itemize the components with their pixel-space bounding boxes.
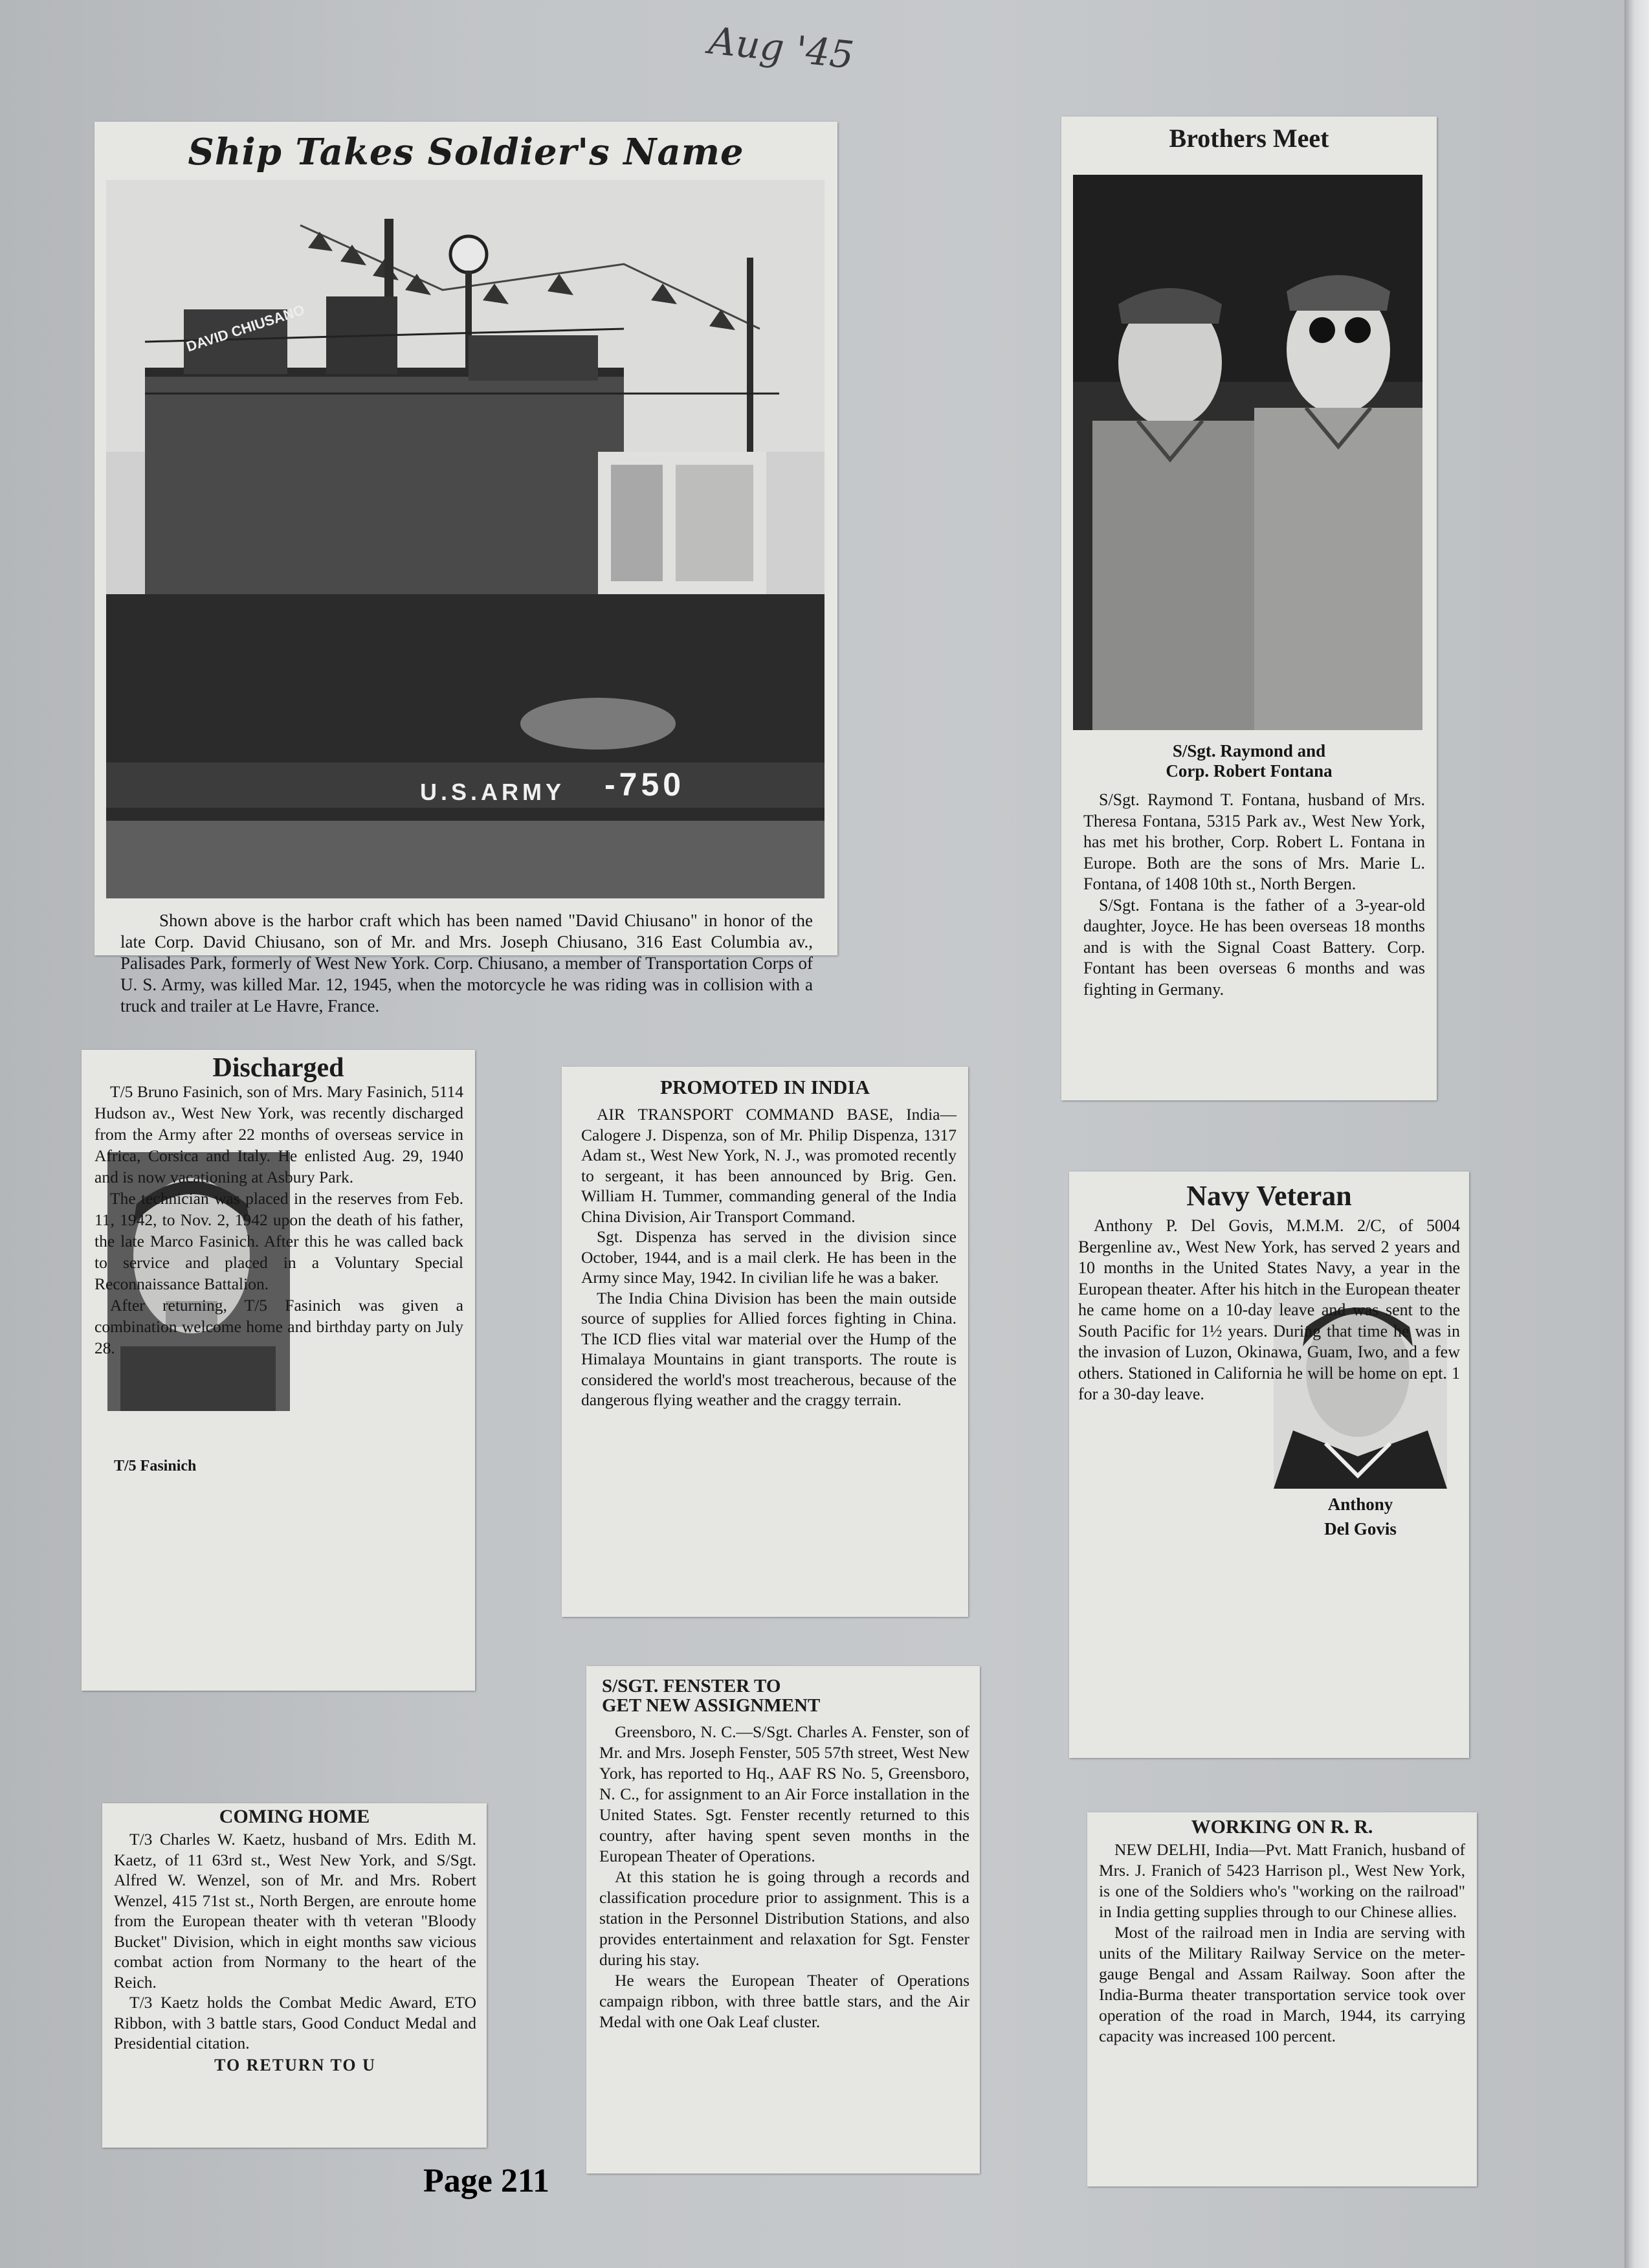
promoted-headline: PROMOTED IN INDIA [660, 1076, 870, 1098]
navy-paragraph-1: Anthony P. Del Govis, M.M.M. 2/C, of 5004 Bergenline av., West New York, has served 2 years and 10 months in the United States Navy, a year in the European theater. After his hitch in the European theater he came home on a 10-day leave and was sent to the South Pacific for 1½ years. During that time he was in the invasion of Luzon, Okinawa, Guam, Iwo, and a few others. Stationed in California he will be home on ept. 1 for a 30-day leave. [1078, 1216, 1460, 1403]
navy-headline: Navy Veteran [1186, 1180, 1352, 1212]
brothers-paragraph-1: S/Sgt. Raymond T. Fontana, husband of Mrs. Theresa Fontana, 5315 Park av., West New York, has met his brother, Corp. Robert L. Fontana in Europe. Both are the sons of Mrs. Marie L. Fontana, of 1408 10th st., North Bergen. [1083, 790, 1425, 893]
promoted-article-text [581, 1104, 957, 1410]
discharged-headline: Discharged [212, 1053, 344, 1083]
coming-home-cut-line: TO RETURN TO U [214, 2055, 376, 2074]
brothers-headline: Brothers Meet [1169, 124, 1329, 153]
ship-paragraph: Shown above is the harbor craft which has been named "David Chiusano" in honor of the late Corp. David Chiusano, son of Mr. and Mrs. Joseph Chiusano, 316 East Columbia av., Palisades Park, formerly of West New York. Corp. Chiusano, a member of Transportation Corps of U. S. Army, was killed Mar. 12, 1945, when the motorcycle he was riding was in collision with a truck and trailer at Le Havre, France. [120, 911, 813, 1016]
clipping-navy-veteran [1069, 1172, 1469, 1758]
clipping-fenster-new-assignment [586, 1666, 980, 2174]
brothers-caption-line2: Corp. Robert Fontana [1166, 761, 1333, 781]
ship-article-text [120, 910, 813, 1017]
railroad-article-text [1099, 1840, 1465, 2047]
brothers-caption [1061, 741, 1437, 781]
ship-photo [106, 180, 825, 898]
railroad-headline: WORKING ON R. R. [1191, 1816, 1373, 1838]
discharged-paragraph-1: T/5 Bruno Fasinich, son of Mrs. Mary Fasinich, 5114 Hudson av., West New York, was recently discharged from the Army after 22 months of overseas service in Africa, Corsica and Italy. He enlisted Aug. 29, 1940 and is now vacationing at Asbury Park. [94, 1082, 463, 1186]
brothers-paragraph-2: S/Sgt. Fontana is the father of a 3-year-old daughter, Joyce. He has been overseas 18 months and is with the Signal Coast Battery. Corp. Fontant has been overseas 6 months and was fighting in Germany. [1083, 895, 1425, 999]
delgovis-caption [1274, 1492, 1447, 1541]
fenster-article-text [599, 1722, 969, 2032]
clipping-working-on-rr [1087, 1812, 1477, 2186]
clipping-coming-home [102, 1803, 487, 2148]
brothers-caption-line1: S/Sgt. Raymond and [1172, 741, 1326, 761]
clipping-brothers-meet [1061, 117, 1437, 1100]
delgovis-caption-line1: Anthony [1327, 1495, 1393, 1514]
coming-home-paragraph-2: T/3 Kaetz holds the Combat Medic Award, ETO Ribbon, with 3 battle stars, Good Conduct Medal and Presidential citation. [114, 1993, 476, 2052]
coming-home-headline: COMING HOME [219, 1806, 370, 1827]
hull-marking-left: U.S.ARMY [420, 779, 566, 805]
promoted-paragraph-1: AIR TRANSPORT COMMAND BASE, India—Calogere J. Dispenza, son of Mr. Philip Dispenza, 1317 Adam st., West New York, N. J., was promoted recently to sergeant, it has been announced by Brig. Gen. William H. Tummer, commanding general of the India China Division, Air Transport Command. [581, 1105, 957, 1226]
discharged-paragraph-3: After returning, T/5 Fasinich was given a combination welcome home and birthday party on July 28. [94, 1296, 463, 1357]
brothers-article-text [1083, 790, 1425, 1000]
discharged-paragraph-2: The technician was placed in the reserves from Feb. 11, 1942, to Nov. 2, 1942 upon the death of his father, the late Marco Fasinich. After this he was called back to service and placed in a Voluntary Special Reconnaissance Battalion. [94, 1189, 463, 1293]
fenster-headline-line1: S/SGT. FENSTER TO [602, 1676, 781, 1696]
clipping-ship-takes-soldiers-name [94, 122, 837, 1016]
delgovis-caption-line2: Del Govis [1324, 1519, 1397, 1539]
discharged-article-text [94, 1081, 463, 1359]
ship-name-sign: DAVID CHIUSANO [184, 301, 307, 355]
clipping-discharged [82, 1050, 475, 1691]
coming-home-article-text [114, 1829, 476, 2074]
coming-home-paragraph-1: T/3 Charles W. Kaetz, husband of Mrs. Edith M. Kaetz, of 11 63rd st., West New York, and S/Sgt. Alfred W. Wenzel, son of Mr. and Mrs. Robert Wenzel, 415 71st st., North Bergen, are enroute home from the European theater with th veteran "Bloody Bucket" Division, which in eight months saw vicious combat action from Normany to the heart of the Reich. [114, 1830, 476, 1992]
brothers-photo [1073, 175, 1422, 730]
fenster-headline [586, 1676, 980, 1715]
ship-headline: Ship Takes Soldier's Name [188, 131, 744, 173]
hull-marking-right: -750 [604, 766, 685, 803]
brothers-illustration [1073, 175, 1422, 730]
promoted-paragraph-3: The India China Division has been the main outside source of supplies for Allied forces fighting in China. The ICD flies vital war material over the Hump of the Himalaya Mountains in giant transports. The route is considered the world's most treacherous, because of the dangerous flying weather and the craggy terrain. [581, 1288, 957, 1409]
fenster-headline-line2: GET NEW ASSIGNMENT [602, 1695, 821, 1716]
fenster-paragraph-1: Greensboro, N. C.—S/Sgt. Charles A. Fenster, son of Mr. and Mrs. Joseph Fenster, 505 57th street, West New York, has reported to Hq., AAF RS No. 5, Greensboro, N. C., for assignment to an Air Force installation in the United States. Sgt. Fenster recently returned to this country, after having spent seven months in the European Theater of Operations. [599, 1722, 969, 1865]
navy-article-text [1078, 1216, 1460, 1405]
railroad-paragraph-2: Most of the railroad men in India are serving with units of the Military Railway Service on the meter-gauge Bengal and Assam Railway. Soon after the India-Burma theater transportation service took over operation of the road in March, 1944, its carrying capacity was increased 100 percent. [1099, 1923, 1465, 2045]
fenster-paragraph-2: At this station he is going through a records and classification procedure prior to assignment. This is a station in the Personnel Distribution Stations, and also provides entertainment and relaxation for Sgt. Fenster during his stay. [599, 1867, 969, 1969]
railroad-paragraph-1: NEW DELHI, India—Pvt. Matt Franich, husband of Mrs. J. Franich of 5423 Harrison pl., West New York, is one of the Soldiers who's "working on the railroad" in India getting supplies through to our Chinese allies. [1099, 1840, 1465, 1921]
fasinich-caption: T/5 Fasinich [114, 1458, 197, 1474]
page-edge [1624, 0, 1649, 2268]
date-annotation: Aug '45 [707, 18, 856, 78]
clipping-promoted-in-india [562, 1067, 968, 1617]
fenster-paragraph-3: He wears the European Theater of Operations campaign ribbon, with three battle stars, and the Air Medal with one Oak Leaf cluster. [599, 1971, 969, 2031]
promoted-paragraph-2: Sgt. Dispenza has served in the division since October, 1944, and is a mail clerk. He has been in the Army since May, 1942. In civilian life he was a baker. [581, 1227, 957, 1287]
page-number: Page 211 [423, 2162, 549, 2199]
